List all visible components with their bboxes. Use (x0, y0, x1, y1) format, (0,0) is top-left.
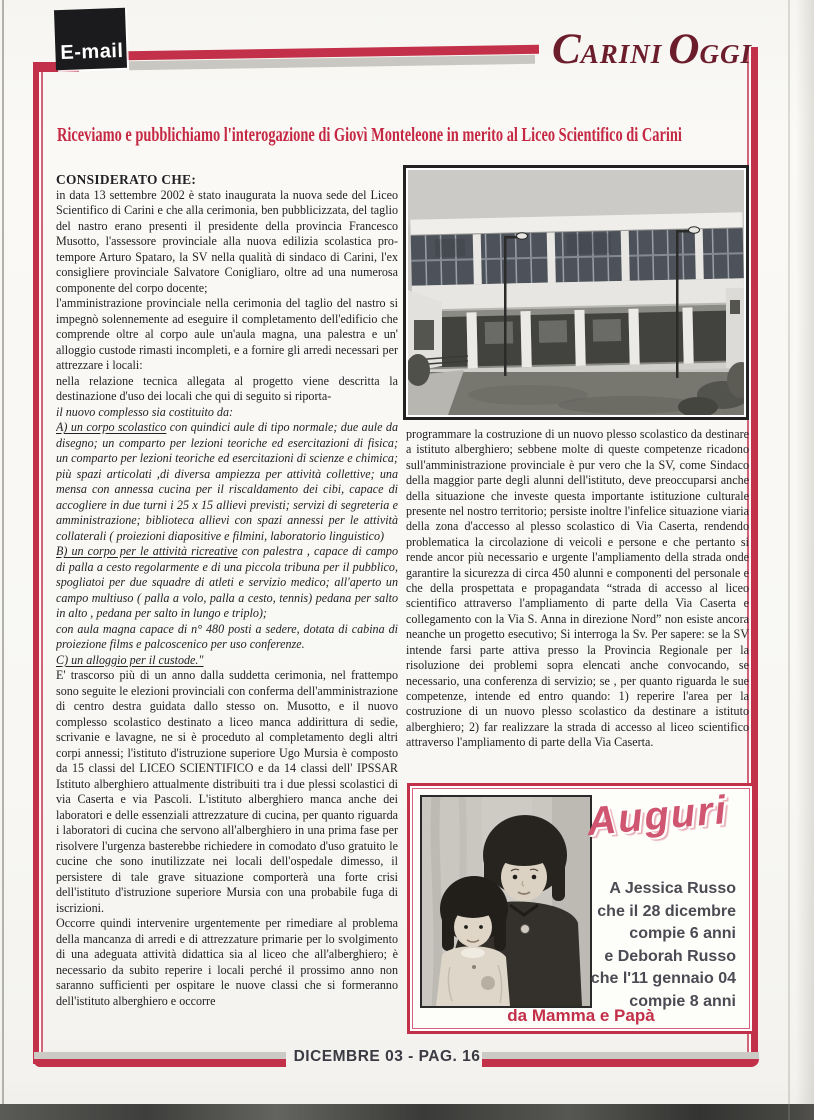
masthead-cap-o: O (668, 26, 700, 73)
footer-page-label: DICEMBRE 03 - PAG. 16 (293, 1048, 481, 1065)
article-headline (57, 112, 757, 149)
birthday-message-line: che l'11 gennaio 04 (590, 970, 736, 987)
email-rubric-badge (54, 8, 127, 70)
article-headline-text: Riceviamo e pubblichiamo l'interogazione di Giovì Monteleone in merito al Liceo Scientifico di Carini (57, 124, 682, 146)
article-lead-heading: CONSIDERATO CHE: (56, 172, 197, 187)
masthead-cap-c: C (552, 26, 581, 73)
paragraph-p6: programmare la costruzione di un nuovo plesso scolastico da destinare a istituto alberghiero; sebbene molte di queste competenze ricadono sull'amministrazione provinciale è pur vero che la SV, come Sindaco della maggior parte degli alunni dell'istituto, deve preoccuparsi anche della situazione che investe questa importante istituzione culturale presente nel nostro territorio; persiste inoltre l'infelice situazione viaria della zona d'accesso al plesso scolastico di Via Caserta, rendendo problematica la circolazione di veicoli e persone e che pertanto si rende ancor più necessario e urgente l'ampliamento della strada onde garantire la sicurezza di circa 450 alunni e componenti del personale e che della prospettata e propagandata “strada di accesso al liceo scientifico attraverso l'ampliamento di parte della Via Caserta e collegamento con la Via S. Anna in direzione Nord” non esiste ancora neanche un progetto esecutivo; Si interroga la Sv. Per sapere: se la SV intende farsi parte attiva presso la Provincia Regionale per la risoluzione dei problemi sopra elencati anche convocando, se necessario, una conferenza di servizio; se , per quanto riguarda le sue competenze, intende ed entro quando: 1) reperire l'area per la costruzione di un nuovo plesso scolastico da destinare a istituto alberghiero; 2) far realizzare la strada di accesso al liceo scientifico attraverso l'ampliamento di parte della Via Caserta. (406, 427, 749, 750)
list-item-b (56, 544, 398, 622)
article-right-column (406, 427, 749, 785)
paragraph-p1: in data 13 settembre 2002 è stato inaugurata la nuova sede del Liceo Scientifico di Carini e che alla cerimonia, ben pubblicizzata, del taglio del nastro erano presenti il presidente della provincia Francesco Musotto, l'assessore provinciale alla nuova edilizia scolastica pro-tempore Arturo Spataro, la SV nella qualità di sindaco di Carini, l'ex consigliere provinciale Salvatore Conigliaro, oltre ad una numerosa componente del corpo docente; (56, 187, 398, 295)
auguri-title: Auguri (585, 787, 730, 845)
list-item-c (56, 653, 398, 669)
page-fold-line (788, 0, 790, 1120)
paragraph-intro-italic: il nuovo complesso sia costituito da: (56, 404, 234, 419)
paragraph-p3: nella relazione tecnica allegata al progetto viene descritta la destinazione d'uso dei locali che qui di seguito si riporta- (56, 373, 398, 403)
footer-rule-right (482, 1052, 759, 1067)
paragraph-p4: E' trascorso più di un anno dalla suddetta cerimonia, nel frattempo sono seguite le elezioni provinciali con conferma dell'amministrazione di centro destra guidata dallo stesso on. Musotto, e il nuovo complesso scolastico destinato a liceo manca addirittura di sedie, scrivanie e lavagne, ne si è proceduto al completamento degli altri corpi annessi; l'istituto d'istruzione superiore Ugo Mursia è composto da 15 classi del LICEO SCIENTIFICO e da 14 classi dell' IPSSAR Istituto alberghiero attualmente distribuiti tra i due plessi scolastici di via Caserta e via Pascoli. L'istituto alberghiero manca anche dei laboratori e delle essenziali attrezzature di cucina, per quanto riguarda i laboratori di cucina che servono all'alberghiero in una prima fase per risolvere l'urgenza basterebbe richiedere in comodato d'uso gratuito le cucine che sono inutilizzate nei locali dell'ospedale dimesso, il persistere di tale grave situazione comporterà una forte crisi dell'istituto d'istruzione superiore Mursia con una probabile fuga di iscrizioni. (56, 668, 398, 915)
birthday-message-line: A Jessica Russo (609, 880, 736, 897)
paragraph-p5: Occorre quindi intervenire urgentemente per rimediare al problema della mancanza di arredi e di attrezzature primarie per lo svolgimento di una adeguata attività didattica sia al liceo che all'alberghiero; è necessario da subito reperire i locali perché il prossimo anno non saranno sufficienti per ospitare le nuove classi che si formeranno dell'istituto alberghiero e occorre (56, 916, 398, 1008)
sisters-illustration (422, 797, 590, 1006)
list-item-a (56, 420, 398, 544)
birthday-message-line: che il 28 dicembre (597, 902, 736, 920)
birthday-message-line: compie 6 anni (629, 925, 736, 942)
footer-rule-left (34, 1052, 286, 1067)
paragraph-aula-magna: con aula magna capace di n° 480 posti a sedere, dotata di cabina di proiezione films e palcoscenico per uso conferenze. (56, 621, 398, 651)
paragraph-p2: l'amministrazione provinciale nella cerimonia del taglio del nastro si impegnò solennemente ad eseguire il completamento dell'edificio che comprende oltre al corpo aule un'aula magna, una palestra e un' alloggio custode rimasti incompleti, e a fornire gli arredi necessari per attrezzare i locali: (56, 296, 398, 372)
article-left-column (56, 172, 398, 1054)
birthday-wishes-box (407, 783, 755, 1034)
list-item-b-text: con palestra , capace di campo di palla a cesto regolarmente e di una piccola tribuna per il pubblico, spogliatoi per due squadre di atleti e servizio medico; all'aperto un campo multiuso ( palla a volo, palla a cesto, tennis) pedana per salto in alto , pedana per salto in lungo e triplo); (56, 544, 398, 620)
masthead-rest-arini: ARINI (580, 39, 663, 69)
birthday-signature: da Mamma e Papà (507, 1006, 655, 1025)
birthday-message (566, 878, 736, 1013)
page-edge-shade (796, 0, 814, 1120)
masthead-logo (552, 28, 752, 71)
scanner-shadow-strip (0, 1104, 814, 1120)
list-item-a-text: con quindici aule di tipo normale; due aule da disegno; un comparto per lezioni teoriche ed esercitazioni di fisica; un comparto per lezioni teoriche ed esercitazioni di scienze e chimica; più spazi articolati ,di diversa ampiezza per attività collettive; una mensa con annessa cucina per il riscaldamento dei cibi, capace di accogliere in due turni i 25 x 15 allievi previsti; servizi di segreteria e amministrazione; biblioteca allievi con spazi annessi per le attività collaterali ( proiezioni diapositive e filmini, laboratorio linguistico) (56, 420, 398, 543)
school-building-photo (403, 165, 749, 420)
list-item-a-label: A) un corpo scolastico (56, 420, 167, 434)
birthday-message-line: compie 8 anni (629, 992, 736, 1010)
birthday-message-line: e Deborah Russo (604, 947, 736, 965)
list-item-b-label: B) un corpo per le attività ricreative (56, 544, 238, 558)
masthead-rest-ggi: GGI (699, 39, 752, 69)
page-frame-left-bar (33, 63, 43, 1064)
list-item-c-label: C) un alloggio per il custode." (56, 652, 204, 667)
school-building-illustration (408, 170, 744, 415)
scan-edge-line (2, 0, 4, 1120)
email-rubric-label: E-mail (60, 39, 124, 65)
